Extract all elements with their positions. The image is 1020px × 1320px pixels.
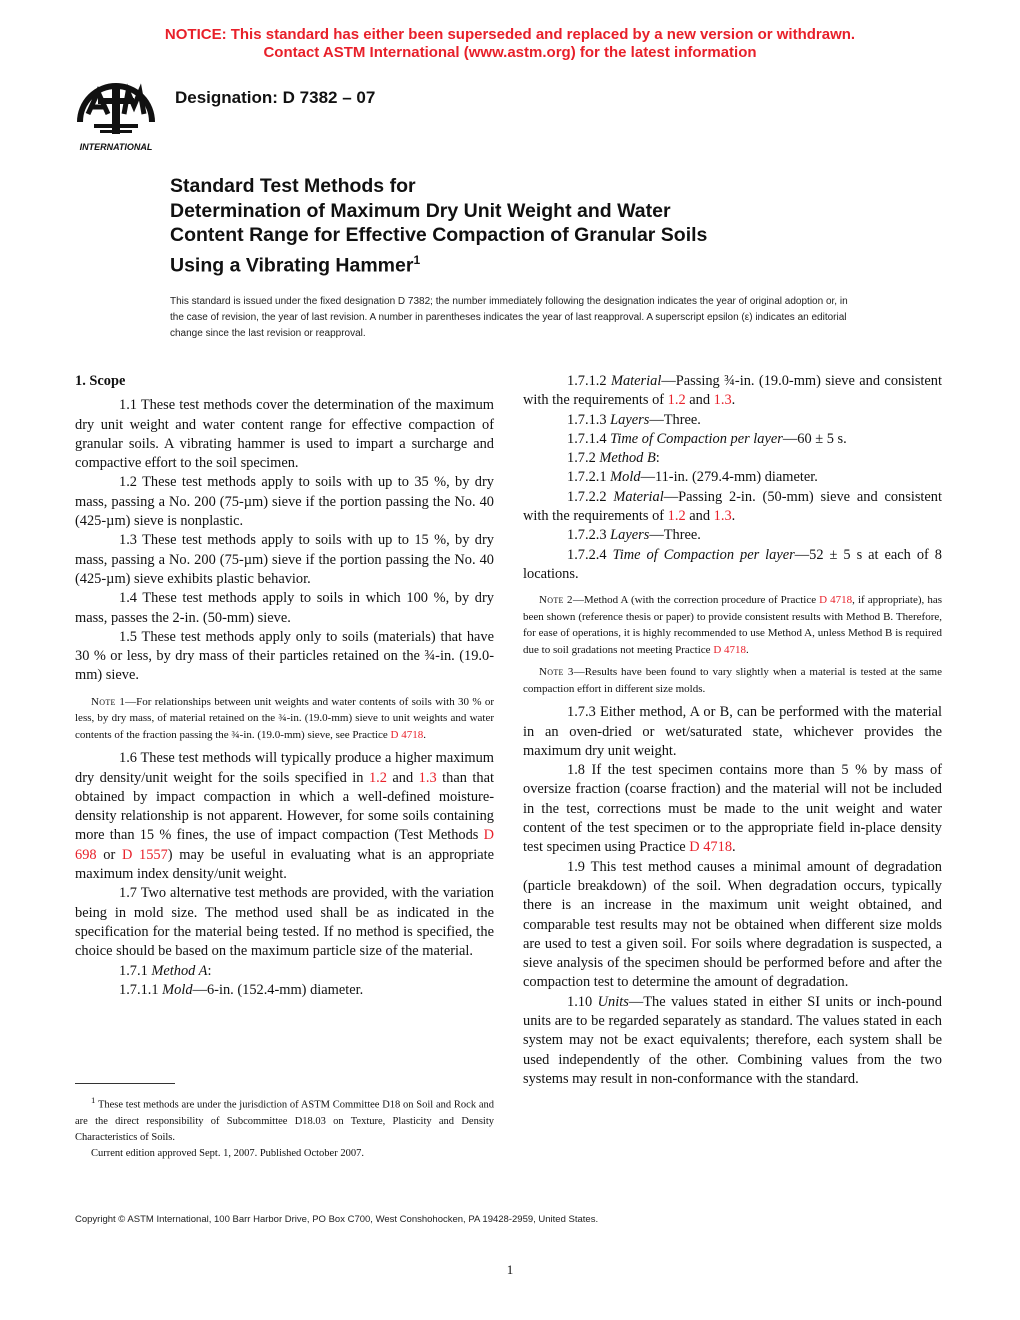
logo-subtext: INTERNATIONAL — [79, 142, 153, 152]
para-1-7-1-1 — [75, 981, 494, 1000]
note-1-end: . — [423, 728, 426, 741]
para-1-7-1 — [75, 962, 494, 981]
para-1-7-1-2-num: 1.7.1.2 — [567, 373, 611, 389]
link-1-2[interactable]: 1.2 — [667, 508, 686, 525]
note-2-link-d4718[interactable]: D 4718 — [819, 594, 853, 607]
note-2 — [523, 592, 942, 658]
standard-title — [170, 174, 890, 278]
footnote-edition: Current edition approved Sept. 1, 2007. Published October 2007. — [91, 1148, 364, 1160]
note-2-a: —Method A (with the correction procedure of Practice — [572, 594, 820, 607]
link-d698[interactable]: D 698 — [75, 827, 494, 863]
para-1-7-2-end: : — [655, 450, 660, 467]
para-1-7-1-1-italic: Mold — [162, 981, 193, 998]
link-1-2[interactable]: 1.2 — [368, 769, 387, 786]
footnote-mark: 1 — [91, 1095, 96, 1105]
para-1-1: 1.1 These test methods cover the determination of the maximum dry unit weight and water content range for effective compaction of granular soils. A vibrating hammer is used to impart a surcharge and compactive effort to the soil specimen. — [75, 397, 494, 472]
note-2-link-d4718-2[interactable]: D 4718 — [713, 643, 747, 656]
para-1-6-d: or — [96, 846, 122, 863]
footnote — [75, 1092, 494, 1162]
footnote-1 — [75, 1092, 494, 1146]
para-1-7-2-2-b: and — [685, 508, 714, 525]
para-1-10 — [523, 993, 942, 1089]
para-1-4: 1.4 These test methods apply to soils in which 100 %, by dry mass, passes the 2-in. (50-mm) sieve. — [75, 590, 494, 626]
note-3-text: —Results have been found to vary slightly when a material is tested at the same compaction effort in different size molds. — [523, 666, 942, 695]
para-1-7-1-2 — [523, 372, 942, 411]
designation: Designation: D 7382 – 07 — [175, 88, 376, 107]
para-1-7-2-2-num: 1.7.2.2 — [567, 488, 614, 505]
astm-logo-mark — [80, 84, 152, 134]
para-1-8-b: . — [732, 839, 736, 856]
para-1-7-3: 1.7.3 Either method, A or B, can be performed with the material in an oven-dried or wet/saturated state, whichever provides the maximum dry unit weight. — [523, 704, 942, 759]
link-1-3[interactable]: 1.3 — [418, 769, 437, 786]
para-1-8 — [523, 761, 942, 857]
para-1-10-text: —The values stated in either SI units or inch-pound units are to be regarded separately as standard. The values stated in each system may not be exact equivalents; therefore, each system shall be used independently of the other. Combining values from the two systems may result in non-conformance with the standard. — [523, 993, 942, 1087]
para-1-6-a: 1.6 These test methods will typically produce a higher maximum dry density/unit weight for the soils specified in — [75, 750, 494, 786]
para-1-7-2-4 — [523, 546, 942, 585]
note-2-label: Note 2 — [539, 594, 573, 607]
para-1-7-1-2-a: —Passing ¾-in. (19.0-mm) sieve and consistent with the requirements of — [523, 373, 942, 409]
para-1-5: 1.5 These test methods apply only to soils (materials) that have 30 % or less, by dry mass of their particles retained on the ¾-in. (19.0-mm) sieve. — [75, 628, 494, 684]
para-1-10-italic: Units — [597, 993, 629, 1010]
para-1-7-2 — [523, 449, 942, 468]
link-d4718[interactable]: D 4718 — [689, 839, 733, 856]
para-1-6 — [75, 749, 494, 884]
footnote-divider — [75, 1083, 175, 1084]
note-3-label: Note 3 — [539, 666, 574, 679]
para-1-7-1-2-italic: Material — [610, 373, 662, 389]
left-column — [75, 372, 494, 1000]
title-line-2: Determination of Maximum Dry Unit Weight and Water — [170, 199, 671, 222]
para-1-6-c: than that obtained by impact compaction in which a well-defined moisture-density relationship is not apparent. However, for some soils containing more than 15 % fines, the use of impact compaction (Test Methods — [75, 769, 494, 844]
title-line-4 — [170, 248, 890, 278]
para-1-7-1-end: : — [207, 962, 212, 979]
para-1-7-1-num: 1.7.1 — [119, 962, 152, 979]
note-2-b: , if appropriate), has been shown (reference thesis or paper) to provide consistent results with Method B. Therefore, for ease of operations, it is highly recommended to use Method A, unless Method B is required due to soil gradations not meeting Practice — [523, 594, 942, 656]
note-3 — [523, 664, 942, 697]
para-1-2: 1.2 These test methods apply to soils with up to 35 %, by dry mass, passing a No. 200 (75-µm) sieve if the portion passing the No. 40 (425-µm) sieve is nonplastic. — [75, 474, 494, 530]
para-1-7-2-4-italic: Time of Compaction per layer — [612, 546, 795, 563]
para-1-7-2-3 — [523, 526, 942, 545]
note-1-link-d4718[interactable]: D 4718 — [390, 728, 424, 741]
link-1-2[interactable]: 1.2 — [667, 392, 686, 409]
note-1 — [75, 694, 494, 744]
para-1-7-2-num: 1.7.2 — [567, 450, 600, 467]
notice-line-2: Contact ASTM International (www.astm.org) for the latest information — [263, 44, 757, 61]
para-1-7-1-2-c: . — [731, 392, 736, 409]
para-1-7-2-1-italic: Mold — [610, 469, 641, 486]
page-number: 1 — [506, 1262, 514, 1277]
para-1-7-1-4-italic: Time of Compaction per layer — [610, 430, 783, 447]
para-1-7-1-3-num: 1.7.1.3 — [567, 411, 611, 428]
para-1-7-2-2 — [523, 488, 942, 527]
link-1-3[interactable]: 1.3 — [713, 508, 732, 525]
copyright-line: Copyright © ASTM International, 100 Barr Harbor Drive, PO Box C700, West Conshohocken, PA 19428-2959, United States. — [75, 1214, 599, 1225]
para-1-7-2-1 — [523, 468, 942, 487]
para-1-7-2-1-num: 1.7.2.1 — [567, 469, 611, 486]
title-line-1: Standard Test Methods for — [170, 175, 416, 197]
para-1-7-1-1-text: —6-in. (152.4-mm) diameter. — [192, 981, 364, 998]
para-1-7-1-4 — [523, 430, 942, 449]
title-line-4-text: Using a Vibrating Hammer — [170, 254, 414, 276]
para-1-7: 1.7 Two alternative test methods are provided, with the variation being in mold size. The method used shall be as indicated in the specification for the material being tested. If no method is specified, the choice should be based on the maximum particle size of the material. — [75, 885, 494, 960]
note-1-text: —For relationships between unit weights and water contents of soils with 30 % or less, by dry mass, of material retained on the ¾-in. (19.0-mm) sieve to unit weights and water contents of the fraction passing the ¾-in. (19.0-mm) sieve, see Practice — [75, 695, 494, 741]
para-1-3: 1.3 These test methods apply to soils with up to 15 %, by dry mass, passing a No. 200 (75-µm) sieve if the portion passing the No. 40 (425-µm) sieve exhibits plastic behavior. — [75, 532, 494, 587]
para-1-7-1-3-text: —Three. — [649, 411, 701, 428]
scope-heading: 1. Scope — [75, 373, 126, 389]
para-1-7-1-italic: Method A — [151, 962, 208, 979]
para-1-9: 1.9 This test method causes a minimal amount of degradation (particle breakdown) of the soil. When degradation occurs, typically there is an increase in the maximum unit weight obtained, and comparable test results may not be obtained when different size molds are used to test a given soil. For soils where degradation is suspected, a sieve analysis of the specimen should be performed before and after the compaction test to determine the amount of degradation. — [523, 858, 942, 991]
para-1-7-2-3-italic: Layers — [610, 527, 650, 544]
right-column — [523, 372, 942, 1089]
para-1-7-1-4-num: 1.7.1.4 — [567, 430, 611, 447]
para-1-6-b: and — [386, 769, 419, 786]
para-1-7-2-2-c: . — [731, 508, 736, 525]
astm-logo — [70, 74, 162, 154]
para-1-7-2-italic: Method B — [599, 450, 656, 467]
notice-line-1: NOTICE: This standard has either been superseded and replaced by a new version or withdrawn. — [164, 26, 856, 43]
para-1-7-2-2-italic: Material — [613, 488, 664, 505]
para-1-7-2-1-text: —11-in. (279.4-mm) diameter. — [640, 469, 818, 486]
title-line-3: Content Range for Effective Compaction of Granular Soils — [170, 224, 708, 246]
para-1-7-1-2-b: and — [685, 392, 714, 409]
para-1-10-num: 1.10 — [567, 993, 598, 1010]
link-d1557[interactable]: D 1557 — [121, 846, 168, 863]
para-1-7-1-3 — [523, 411, 942, 430]
para-1-7-2-4-text: —52 ± 5 s at each of 8 locations. — [523, 546, 943, 582]
supersede-notice — [0, 26, 1020, 62]
note-1-label: Note 1 — [91, 695, 126, 708]
para-1-7-1-4-text: —60 ± 5 s. — [782, 430, 847, 447]
note-2-c: . — [746, 643, 749, 656]
para-1-7-2-3-text: —Three. — [649, 527, 701, 544]
para-1-8-a: 1.8 If the test specimen contains more than 5 % by mass of oversize fraction (coarse fraction) and the material will not be included in the test, corrections must be made to the unit weight and water content of the test specimen or to the appropriate field in-place density test specimen using Practice — [523, 762, 942, 856]
para-1-7-2-4-num: 1.7.2.4 — [567, 546, 613, 563]
para-1-7-1-1-num: 1.7.1.1 — [119, 981, 163, 998]
para-1-7-2-2-a: —Passing 2-in. (50-mm) sieve and consistent with the requirements of — [523, 488, 943, 525]
footnote-text: These test methods are under the jurisdiction of ASTM Committee D18 on Soil and Rock and are the direct responsibility of Subcommittee D18.03 on Texture, Plasticity and Density Characteristics of Soils. — [75, 1099, 494, 1143]
issue-statement: This standard is issued under the fixed designation D 7382; the number immediately following the designation indicates the year of original adoption or, in the case of revision, the year of last revision. A number in parentheses indicates the year of last reapproval. A superscript epsilon (ε) indicates an editorial change since the last revision or reapproval. — [170, 296, 848, 339]
title-footnote-mark[interactable]: 1 — [413, 252, 421, 267]
link-1-3[interactable]: 1.3 — [713, 392, 732, 409]
para-1-6-e: ) may be useful in evaluating what is an appropriate maximum index density/unit weight. — [75, 846, 494, 883]
para-1-7-1-3-italic: Layers — [610, 411, 650, 428]
para-1-7-2-3-num: 1.7.2.3 — [567, 527, 611, 544]
